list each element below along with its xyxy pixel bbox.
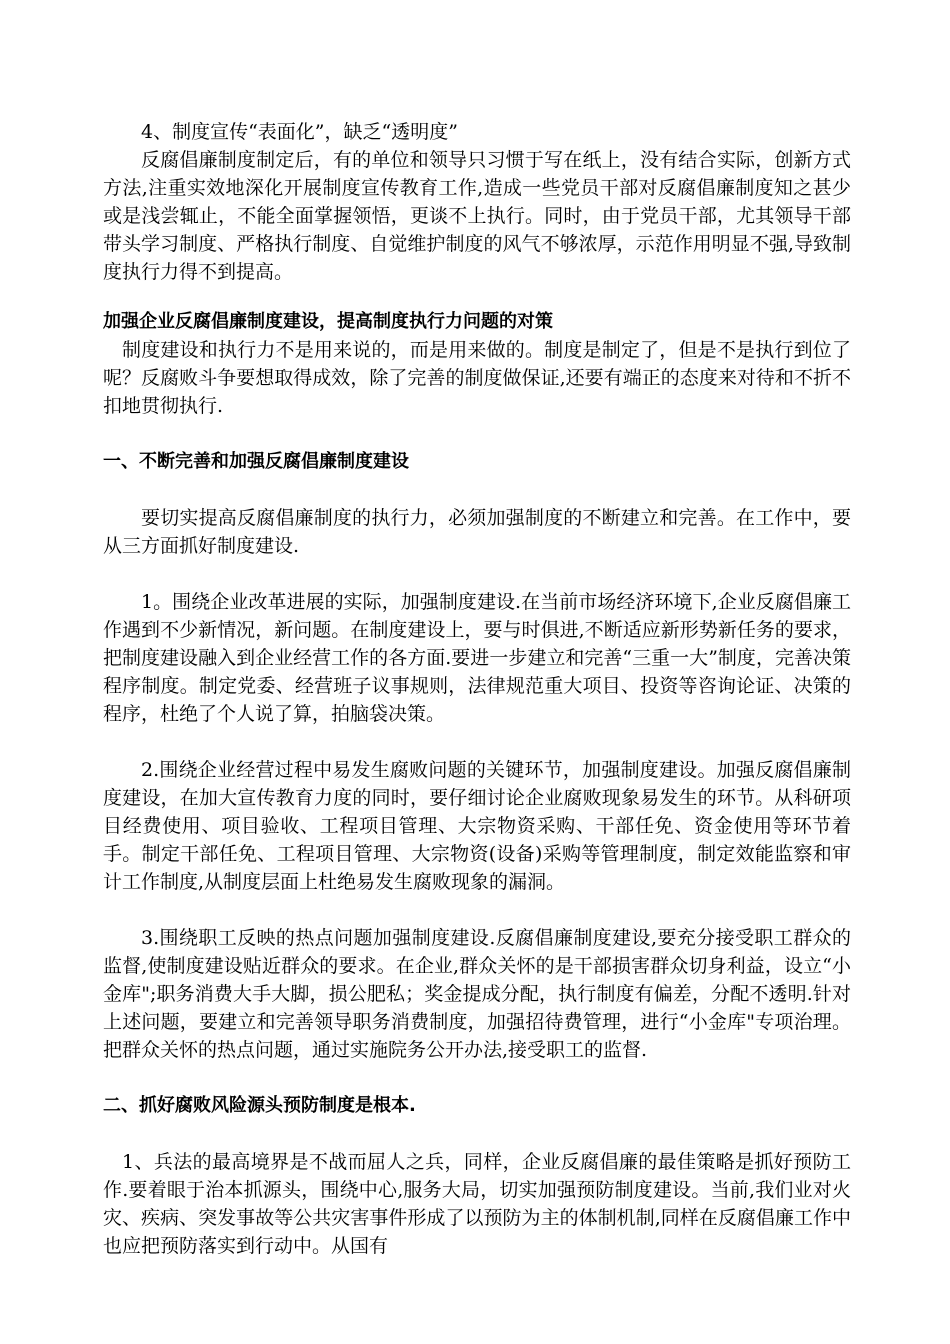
heading-2: 二、抓好腐败风险源头预防制度是根本.: [103, 1095, 416, 1116]
paragraph-1-2: 2.围绕企业经营过程中易发生腐败问题的关键环节，加强制度建设。加强反腐倡廉制度建设，在加大宣传教育力度的同时，要仔细讨论企业腐败现象易发生的环节。从科研项目经费使用、项目验收、工程项目管理、大宗物资采购、干部任免、资金使用等环节着手。制定干部任免、工程项目管理、大宗物资(设备)采购等管理制度，制定效能监察和审计工作制度,从制度层面上杜绝易发生腐败现象的漏洞。: [103, 759, 851, 893]
spacer: [103, 1064, 851, 1092]
spacer: [103, 728, 851, 756]
document-page: [103, 118, 851, 1260]
spacer: [103, 286, 851, 308]
section-intro: 制度建设和执行力不是用来说的，而是用来做的。制度是制定了，但是不是执行到位了呢？反腐败斗争要想取得成效，除了完善的制度做保证,还要有端正的态度来对待和不折不扣地贯彻执行.: [103, 339, 851, 417]
paragraph-1-intro: 要切实提高反腐倡廉制度的执行力，必须加强制度的不断建立和完善。在工作中，要从三方面抓好制度建设.: [103, 507, 851, 557]
paragraph-1-3: 3.围绕职工反映的热点问题加强制度建设.反腐倡廉制度建设,要充分接受职工群众的监督,使制度建设贴近群众的要求。在企业,群众关怀的是干部损害群众切身利益，设立“小金库";职务消费大手大脚，损公肥私；奖金提成分配，执行制度有偏差，分配不透明.针对上述问题，要建立和完善领导职务消费制度，加强招待费管理，进行“小金库"专项治理。把群众关怀的热点问题，通过实施院务公开办法,接受职工的监督.: [103, 927, 851, 1061]
spacer: [103, 560, 851, 588]
heading-1: 一、不断完善和加强反腐倡廉制度建设: [103, 451, 409, 472]
paragraph-2-1: 1、兵法的最高境界是不战而屈人之兵，同样，企业反腐倡廉的最佳策略是抓好预防工作.要着眼于治本抓源头，围绕中心,服务大局，切实加强预防制度建设。当前,我们业对火灾、疾病、突发事故等公共灾害事件形成了以预防为主的体制机制,同样在反腐倡廉工作中也应把预防落实到行动中。从国有: [103, 1151, 851, 1257]
spacer: [103, 476, 851, 504]
sub-heading-4: 4、制度宣传“表面化”，缺乏“透明度”: [141, 121, 458, 143]
paragraph-1-1: 1。围绕企业改革进展的实际，加强制度建设.在当前市场经济环境下,企业反腐倡廉工作遇到不少新情况，新问题。在制度建设上，要与时俱进,不断适应新形势新任务的要求，把制度建设融入到企业经营工作的各方面.要进一步建立和完善“三重一大”制度，完善决策程序制度。制定党委、经营班子议事规则，法律规范重大项目、投资等咨询论证、决策的程序，杜绝了个人说了算，拍脑袋决策。: [103, 591, 851, 725]
spacer: [103, 896, 851, 924]
paragraph-4: 反腐倡廉制度制定后，有的单位和领导只习惯于写在纸上，没有结合实际，创新方式方法,注重实效地深化开展制度宣传教育工作,造成一些党员干部对反腐倡廉制度知之甚少或是浅尝辄止，不能全面掌握领悟，更谈不上执行。同时，由于党员干部，尤其领导干部带头学习制度、严格执行制度、自觉维护制度的风气不够浓厚，示范作用明显不强,导致制度执行力得不到提高。: [103, 149, 851, 283]
section-title: 加强企业反腐倡廉制度建设，提高制度执行力问题的对策: [103, 311, 553, 332]
spacer: [103, 420, 851, 448]
spacer: [103, 1120, 851, 1148]
